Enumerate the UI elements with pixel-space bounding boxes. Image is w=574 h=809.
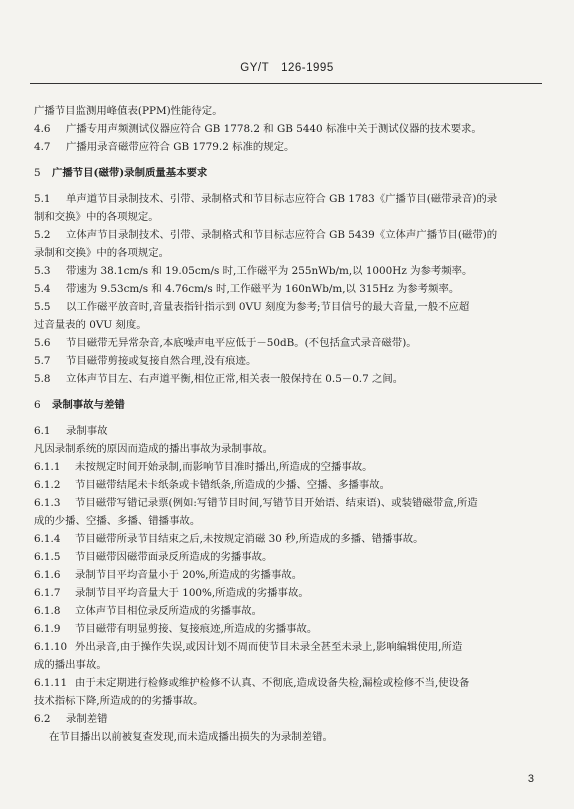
clause-text: 由于未定期进行检修或维护检修不认真、不彻底,造成设备失检,漏检或检修不当,使设备 — [75, 677, 470, 689]
clause-text: 以工作磁平放音时,音量表指针指示到 0VU 刻度为参考;节目信号的最大音量,一般不应超 — [66, 301, 470, 313]
clause-5-1 — [34, 190, 534, 208]
clause-continuation: 过音量表的 0VU 刻度。 — [34, 319, 147, 331]
clause-6-1 — [34, 422, 534, 440]
clause-number: 6.1 — [34, 425, 51, 437]
clause-5-2 — [34, 226, 534, 244]
clause-number: 4.7 — [34, 141, 51, 153]
clause-6-1-7 — [34, 584, 534, 602]
clause-continuation: 制和交换》中的各项规定。 — [34, 211, 159, 223]
clause-6-1-5 — [34, 548, 534, 566]
clause-text: 广播专用声频测试仪器应符合 GB 1778.2 和 GB 5440 标准中关于测试仪器的技术要求。 — [66, 123, 482, 135]
clause-6-1-6 — [34, 566, 534, 584]
standard-number: 126-1995 — [281, 62, 334, 74]
clause-number: 4.6 — [34, 123, 51, 135]
clause-number: 5.6 — [34, 337, 51, 349]
section-title: 广播节目(磁带)录制质量基本要求 — [52, 167, 208, 179]
clause-text: 节目磁带所录节目结束之后,未按规定消磁 30 秒,所造成的多播、错播事故。 — [75, 533, 424, 545]
clause-continuation: 录制和交换》中的各项规定。 — [34, 247, 170, 259]
clause-6-1-3 — [34, 494, 534, 512]
clause-text: 节目磁带无异常杂音,本底噪声电平应低于－50dB。(不包括盒式录音磁带)。 — [66, 337, 417, 349]
section-number: 6 — [34, 399, 41, 411]
clause-text: 外出录音,由于操作失误,或因计划不周而使节目未录全甚至未录上,影响编辑使用,所造 — [75, 641, 463, 653]
clause-number: 6.1.5 — [34, 551, 61, 563]
clause-text: 带速为 9.53cm/s 和 4.76cm/s 时,工作磁平为 160nWb/m,以 315Hz 为参考频率。 — [66, 283, 460, 295]
header-rule — [30, 83, 542, 84]
clause-number: 6.1.9 — [34, 623, 61, 635]
clause-number: 6.1.10 — [34, 641, 68, 653]
clause-text: 单声道节目录制技术、引带、录制格式和节目标志应符合 GB 1783《广播节目(磁带录音)的录 — [66, 193, 498, 205]
clause-number: 6.1.1 — [34, 461, 61, 473]
clause-text: 立体声节目左、右声道平衡,相位正常,相关表一般保持在 0.5－0.7 之间。 — [66, 373, 404, 385]
page-number: 3 — [527, 773, 534, 785]
paragraph: 在节目播出以前被复查发现,而未造成播出损失的为录制差错。 — [49, 731, 333, 743]
clause-number: 6.1.8 — [34, 605, 61, 617]
clause-continuation: 成的播出事故。 — [34, 659, 107, 671]
clause-number: 6.1.2 — [34, 479, 61, 491]
clause-text: 带速为 38.1cm/s 和 19.05cm/s 时,工作磁平为 255nWb/m,以 1000Hz 为参考频率。 — [66, 265, 473, 277]
clause-number: 6.2 — [34, 713, 51, 725]
clause-5-6 — [34, 334, 534, 352]
clause-text: 节目磁带因磁带面录反所造成的劣播事故。 — [75, 551, 273, 563]
clause-5-5 — [34, 298, 534, 316]
clause-number: 6.1.4 — [34, 533, 61, 545]
clause-text: 立体声节目录制技术、引带、录制格式和节目标志应符合 GB 5439《立体声广播节目(磁带)的 — [66, 229, 498, 241]
clause-continuation: 技术指标下降,所造成的的劣播事故。 — [34, 695, 204, 707]
clause-5-7 — [34, 352, 534, 370]
clause-number: 5.1 — [34, 193, 51, 205]
page-header — [0, 62, 574, 74]
standard-code: GY/T — [240, 62, 270, 74]
clause-5-3 — [34, 262, 534, 280]
clause-number: 5.2 — [34, 229, 51, 241]
clause-6-1-9 — [34, 620, 534, 638]
clause-text: 录制事故 — [66, 425, 108, 437]
clause-number: 6.1.3 — [34, 497, 61, 509]
section-5-heading — [34, 164, 534, 182]
clause-text: 广播用录音磁带应符合 GB 1779.2 标准的规定。 — [66, 141, 295, 153]
clause-6-2 — [34, 710, 534, 728]
clause-4-7 — [34, 138, 534, 156]
clause-5-8 — [34, 370, 534, 388]
paragraph: 凡因录制系统的原因而造成的播出事故为录制事故。 — [34, 443, 273, 455]
clause-6-1-1 — [34, 458, 534, 476]
clause-5-4 — [34, 280, 534, 298]
clause-number: 5.3 — [34, 265, 51, 277]
clause-text: 未按规定时间开始录制,而影响节目准时播出,所造成的空播事故。 — [75, 461, 373, 473]
clause-text: 立体声节目相位录反所造成的劣播事故。 — [75, 605, 263, 617]
clause-text: 录制节目平均音量小于 20%,所造成的劣播事故。 — [75, 569, 303, 581]
section-6-heading — [34, 396, 534, 414]
clause-text: 录制节目平均音量大于 100%,所造成的劣播事故。 — [75, 587, 309, 599]
clause-number: 6.1.7 — [34, 587, 61, 599]
clause-text: 节目磁带有明显剪接、复接痕迹,所造成的劣播事故。 — [75, 623, 318, 635]
clause-text: 节目磁带写错记录票(例如:写错节目时间,写错节目开始语、结束语)、或装错磁带盒,所造 — [75, 497, 478, 509]
clause-4-6 — [34, 120, 534, 138]
clause-number: 5.8 — [34, 373, 51, 385]
body-text — [34, 102, 534, 746]
clause-6-1-8 — [34, 602, 534, 620]
section-title: 录制事故与差错 — [52, 399, 125, 411]
clause-text: 节目磁带结尾未卡纸条或卡错纸条,所造成的少播、空播、多播事故。 — [75, 479, 391, 491]
clause-text: 节目磁带剪接或复接自然合理,没有痕迹。 — [66, 355, 257, 367]
clause-number: 6.1.6 — [34, 569, 61, 581]
clause-number: 5.5 — [34, 301, 51, 313]
clause-number: 5.4 — [34, 283, 51, 295]
clause-6-1-10 — [34, 638, 534, 656]
clause-continuation: 成的少播、空播、多播、错播事故。 — [34, 515, 201, 527]
clause-6-1-11 — [34, 674, 534, 692]
clause-6-1-2 — [34, 476, 534, 494]
clause-text: 录制差错 — [66, 713, 108, 725]
section-number: 5 — [34, 167, 41, 179]
paragraph: 广播节目监测用峰值表(PPM)性能待定。 — [34, 105, 223, 117]
clause-6-1-4 — [34, 530, 534, 548]
clause-number: 6.1.11 — [34, 677, 68, 689]
clause-number: 5.7 — [34, 355, 51, 367]
